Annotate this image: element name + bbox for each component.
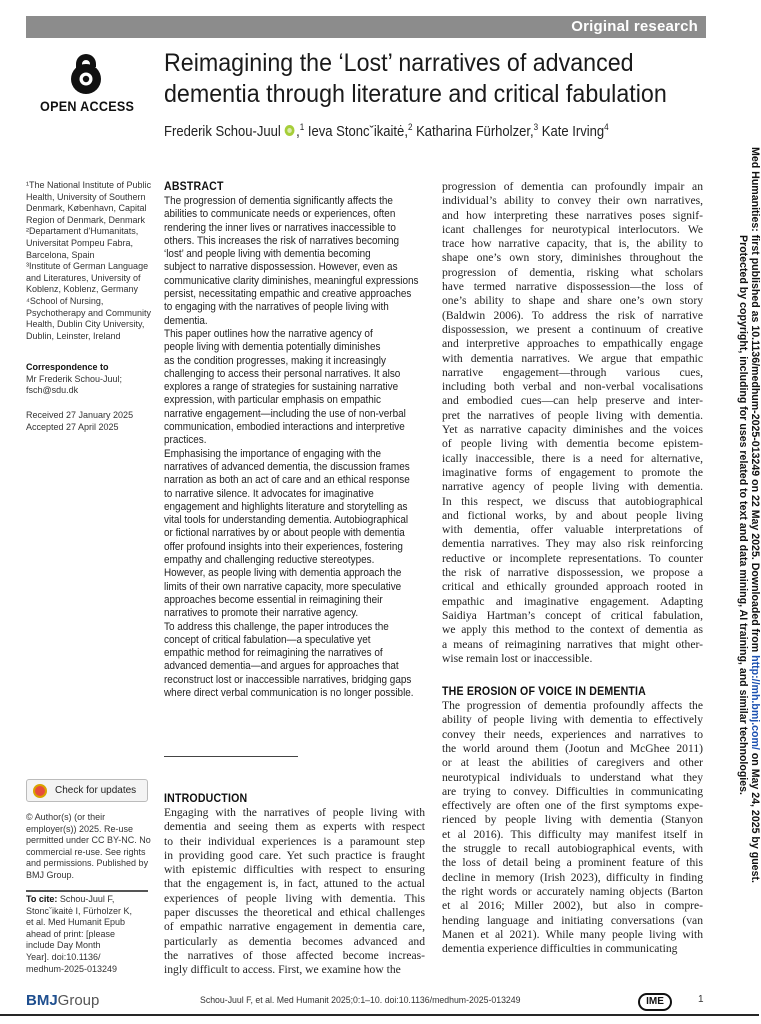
- bmj-logo: [26, 992, 99, 1009]
- cite-line: Schou-Juul F,: [57, 894, 115, 904]
- crossmark-icon: [33, 784, 47, 798]
- correspondence-heading: Correspondence to: [26, 362, 109, 372]
- body-line: rienced by people living with dementia (Stanyon: [442, 813, 703, 827]
- footer-citation: Schou-Juul F, et al. Med Humanit 2025;0:1–10. doi:10.1136/medhum-2025-013249: [200, 995, 521, 1006]
- correspondence: [26, 362, 122, 397]
- body-line: the narratives of those affected become increas-: [164, 948, 425, 962]
- body-line: including both verbal and non-verbal vocalisations: [442, 380, 703, 394]
- copyright-line: © Author(s) (or their: [26, 812, 106, 822]
- download-notice-text: on May 24, 2025 by guest.: [749, 749, 761, 883]
- body-line: ically inaccessible, there is a need for alternative,: [442, 451, 703, 465]
- body-line: and embodied cues—can help preserve and inter-: [442, 394, 703, 408]
- body-line: shape one’s own story, diminishes throughout the: [442, 251, 703, 265]
- abstract-line: where direct verbal communication is no longer possible.: [164, 686, 414, 699]
- affiliation-line: Health, Dublin City University,: [26, 319, 145, 330]
- body-line: Manen et al 2021). While many people living with: [442, 927, 703, 941]
- open-access-icon: [62, 50, 110, 98]
- correspondence-name: Mr Frederik Schou-Juul;: [26, 373, 123, 384]
- abstract-line: expression, with particular emphasis on empathic: [164, 394, 381, 407]
- body-line: individual’s ability to convey their own narratives,: [442, 194, 703, 208]
- abstract-line: empathy and challenging reductive stereotypes.: [164, 554, 375, 567]
- body-line: empathic and imaginative engagement. Adapting: [442, 594, 703, 608]
- author-name[interactable]: Kate Irving: [541, 124, 605, 140]
- author-name[interactable]: Katharina Fürholzer: [416, 124, 530, 140]
- cite-line: et al. Med Humanit Epub: [26, 917, 126, 928]
- body-line: Engaging with the narratives of people living with: [164, 806, 425, 819]
- body-line: have termed narrative dispossession—the loss of: [442, 280, 703, 294]
- ime-badge: IME: [638, 993, 672, 1011]
- affiliation-line: Psychotherapy and Community: [26, 307, 152, 318]
- body-line: In this respect, we discuss that autobiographical: [442, 494, 703, 508]
- abstract-line: abilities to communicate needs or experiences, often: [164, 208, 396, 221]
- body-line: that the engagement is, in fact, attuned to the actual: [164, 877, 425, 891]
- body-line: the world around them (Jootun and McGhee 2011): [442, 741, 703, 755]
- affiliation-line: Denmark, København, Capital: [26, 203, 147, 214]
- abstract-line: narration as both an act of care and an ethical response: [164, 474, 410, 487]
- correspondence-email[interactable]: fsch@sdu.dk: [26, 385, 79, 396]
- page-number: 1: [698, 994, 704, 1005]
- abstract-line: empathic method for reimagining the narratives of: [164, 647, 383, 660]
- affiliations: [26, 180, 151, 342]
- copyright-line: permitted under CC BY-NC. No: [26, 835, 151, 846]
- cite-line: Year]. doi:10.1136/: [26, 951, 101, 962]
- body-line: of people living with dementia become epistem-: [442, 437, 703, 451]
- body-line: ability of people living with dementia to effectively: [442, 713, 703, 727]
- abstract-line: offer profound insights into their experiences, fostering: [164, 540, 403, 553]
- article-dates: [26, 410, 133, 433]
- affiliation-line: Koblenz, Koblenz, Germany: [26, 284, 139, 295]
- body-line: paper discusses the theoretical and ethical challenges: [164, 906, 425, 920]
- download-notice-text: Med Humanities: first published as 10.1136/medhum-2025-013249 on 22 May 2025. Downloaded from: [749, 147, 761, 656]
- copyright-line: commercial re-use. See rights: [26, 846, 146, 857]
- body-line: neurotypical individuals to understand what they: [442, 770, 703, 784]
- body-line: narrative agency of people living with dementia.: [442, 480, 703, 494]
- affiliation-line: Health, University of Southern: [26, 191, 146, 202]
- abstract-line: practices.: [164, 434, 207, 447]
- cite-line: medhum-2025-013249: [26, 963, 118, 974]
- abstract-line: or fictional narratives by or about people with dementia: [164, 527, 405, 540]
- abstract-line: communicative clarity diminishes, meaningful expressions: [164, 274, 419, 287]
- abstract-line: ‘lost’ and people living with dementia becoming: [164, 248, 371, 261]
- abstract-line: narratives to promote their narrative agency.: [164, 607, 359, 620]
- citation-text: [26, 894, 132, 975]
- abstract-line: vital tools for understanding dementia. Autobiographical: [164, 514, 409, 527]
- body-line: with epistemic difficulties with respect to ensuring: [164, 863, 425, 877]
- body-line: Saidiya Hartman’s concept of critical fabulation,: [442, 608, 703, 622]
- abstract-line: to narrative silence. It advocates for imaginative: [164, 487, 374, 500]
- copyright-line: and permissions. Published by: [26, 858, 149, 869]
- body-line: reductive or incomplete representations. To counter: [442, 551, 703, 565]
- section-banner: [26, 16, 706, 38]
- body-line: et al 2016). This difficulty may manifest itself in: [442, 827, 703, 841]
- body-line: hending language and initiating conversations (van: [442, 913, 703, 927]
- body-line: experiences of people living with dementia. This: [164, 891, 425, 905]
- author-name[interactable]: Frederik Schou-Juul: [164, 124, 281, 140]
- body-line: Yet as narrative capacity diminishes and the voices: [442, 423, 703, 437]
- author-affiliation-mark: 3: [533, 122, 539, 132]
- body-line: the struggle to recall autobiographical events, with: [442, 842, 703, 856]
- affiliation-line: ⁴School of Nursing,: [26, 295, 104, 306]
- body-line: or at least the abilities of caregivers and other: [442, 756, 703, 770]
- affiliation-line: ²Departament d'Humanitats,: [26, 226, 139, 237]
- abstract-line: rendering the inner lives or narratives inaccessible to: [164, 221, 396, 234]
- title-line: dementia through literature and critical fabulation: [164, 80, 667, 108]
- body-line: narrative engagement—through various cues,: [442, 365, 703, 379]
- abstract-line: dementia.: [164, 314, 208, 327]
- cite-line: include Day Month: [26, 940, 101, 951]
- open-access-label: OPEN ACCESS: [40, 98, 135, 114]
- body-line: and fictional works, by and about people living: [442, 508, 703, 522]
- body-line: and how interpreting these narratives poses signif-: [442, 208, 703, 222]
- abstract-line: concept of critical fabulation—a speculative yet: [164, 633, 371, 646]
- accepted-date: Accepted 27 April 2025: [26, 421, 119, 432]
- affiliation-line: Universitat Pompeu Fabra,: [26, 237, 134, 248]
- introduction-section: [164, 793, 425, 978]
- body-line: progression of dementia can profoundly impair an: [442, 180, 703, 193]
- bmj-group-label: Group: [57, 992, 100, 1009]
- affiliation-line: ¹The National Institute of Public: [26, 180, 152, 190]
- footer-rule: [0, 1014, 759, 1016]
- body-line: convey their needs, experiences and narratives to: [442, 727, 703, 741]
- section-label: Original research: [571, 18, 698, 35]
- body-line: in providing good care. Yet such practice is fraught: [164, 848, 425, 862]
- body-line: trace how narrative capacity, that is, the ability to: [442, 237, 703, 251]
- abstract-line: explores a range of strategies for sustaining narrative: [164, 381, 399, 394]
- body-line: pret the narratives of people living with dementia.: [442, 408, 703, 422]
- body-line: are trying to convey. Difficulties in communicating: [442, 784, 703, 798]
- cite-heading: To cite:: [26, 894, 58, 904]
- cite-line: Stoncˇikaitė I, Fürholzer K,: [26, 905, 133, 916]
- abstract-line: communication, embodied interactions and interpretive: [164, 421, 405, 434]
- abstract-line: This paper outlines how the narrative agency of: [164, 327, 373, 340]
- abstract-line: as the condition progresses, making it increasingly: [164, 354, 386, 367]
- abstract-line: people living with dementia potentially diminishes: [164, 341, 381, 354]
- affiliation-line: Barcelona, Spain: [26, 249, 95, 260]
- abstract-heading: ABSTRACT: [164, 181, 224, 193]
- erosion-heading: THE EROSION OF VOICE IN DEMENTIA: [442, 686, 646, 699]
- affiliation-line: Dublin, Leinster, Ireland: [26, 330, 121, 341]
- abstract-line: However, as people living with dementia approach the: [164, 567, 402, 580]
- body-line: critical and ethically grounded approach rooted in: [442, 580, 703, 594]
- body-line: The progression of dementia profoundly affects the: [442, 699, 703, 713]
- author-name[interactable]: Ieva Stoncˇikaitė: [307, 124, 405, 140]
- abstract-line: subject to narrative dispossession. However, even as: [164, 261, 398, 274]
- body-line: ingly difficult to access. First, we examine how the: [164, 963, 401, 977]
- abstract-line: To address this challenge, the paper introduces the: [164, 620, 389, 633]
- check-for-updates-label: Check for updates: [55, 785, 137, 796]
- section-divider: [164, 756, 298, 757]
- abstract-line: reconstruct lost or inaccessible narratives, bridging gaps: [164, 673, 412, 686]
- abstract-line: approaches become essential in reimagining their: [164, 593, 383, 606]
- copyright-notice: [26, 812, 151, 882]
- orcid-icon[interactable]: [284, 125, 294, 136]
- received-date: Received 27 January 2025: [26, 410, 134, 420]
- abstract-section: [164, 181, 429, 700]
- affiliation-line: Region of Denmark, Denmark: [26, 214, 146, 225]
- abstract-line: Emphasising the importance of engaging with the: [164, 447, 382, 460]
- copyright-line: BMJ Group.: [26, 869, 75, 880]
- body-line: with dementia, offer valuable interpretations of: [442, 523, 703, 537]
- body-line: to their individual experiences is a paramount step: [164, 834, 425, 848]
- body-line: we apply this method to the context of dementia as: [442, 623, 703, 637]
- bmj-wordmark: BMJ: [26, 992, 58, 1009]
- abstract-line: to engaging with the narratives of people living with: [164, 301, 389, 314]
- author-affiliation-mark: 4: [604, 122, 609, 132]
- body-line: the risk of narrative dispossession, we propose a: [442, 566, 703, 580]
- cite-line: ahead of print: [please: [26, 928, 116, 939]
- body-line: dementia and seeing them as experts with respect: [164, 820, 425, 834]
- copyright-line: employer(s)) 2025. Re-use: [26, 823, 134, 834]
- body-line: dementia narratives. They may also risk reinforcing: [442, 537, 703, 551]
- abstract-line: limits of their own narrative capacity, more speculative: [164, 580, 402, 593]
- copyright-protection-text: Protected by copyright, including for uses related to text and data mining, AI training, and similar technologies.: [737, 235, 749, 795]
- body-line: dispossession, we present a continuum of creative: [442, 322, 703, 336]
- author-affiliation-mark: 1: [299, 122, 305, 132]
- abstract-line: The progression of dementia significantly affects the: [164, 195, 393, 207]
- body-line: effectively are often one of the first symptoms expe-: [442, 799, 703, 813]
- body-line: et al 2016; Miller 2002), but also in compre-: [442, 899, 703, 913]
- journal-link[interactable]: http://mh.bmj.com/: [749, 655, 761, 750]
- introduction-heading: INTRODUCTION: [164, 793, 248, 805]
- abstract-line: advanced dementia—and argues for approaches that: [164, 660, 399, 673]
- article-title: [164, 48, 666, 110]
- body-line: with dementia narratives. We argue that empathic: [442, 351, 703, 365]
- check-for-updates-button[interactable]: [26, 779, 148, 802]
- body-line: wise remain lost or inaccessible.: [442, 651, 593, 665]
- author-affiliation-mark: 2: [407, 122, 413, 132]
- abstract-line: narrative engagement—including the use of non-verbal: [164, 407, 406, 420]
- download-notice: [737, 100, 761, 930]
- body-line: and interpretive approaches to empathically engage: [442, 337, 703, 351]
- body-line: decline in memory (Irish 2023), difficulty in finding: [442, 870, 703, 884]
- body-line: imaginative forms of engagement to promote the: [442, 465, 703, 479]
- body-line: particularly as dementia becomes advanced and: [164, 934, 425, 948]
- body-line: of empathic narrative engagement in dementia care,: [164, 920, 425, 934]
- body-line: the loss of detail being a prominent feature of this: [442, 856, 703, 870]
- body-line: dementia experience difficulties in communicating: [442, 942, 678, 956]
- affiliation-line: ³Institute of German Language: [26, 261, 149, 272]
- author-list: Frederik Schou-Juul ,$^1$ Ieva Stoncˇikaitė,$^2$ Katharina Fürholzer,$^3$ Kate Irving$^4$: [164, 122, 609, 140]
- abstract-line: persist, necessitating empathic and creative approaches: [164, 288, 412, 301]
- body-line: progression of dementia, risking what scholars: [442, 265, 703, 279]
- body-line: (Baldwin 2006). To address the risk of narrative: [442, 308, 703, 322]
- body-line: icant challenges for neurotypical interlocutors. We: [442, 222, 703, 236]
- abstract-line: challenging to access their personal narratives. It also: [164, 367, 401, 380]
- affiliation-line: and Literatures, University of: [26, 272, 141, 283]
- right-column: [442, 180, 703, 956]
- body-line: the right words or accurately naming objects (Barton: [442, 884, 703, 898]
- body-line: a means of reimagining narratives that might other-: [442, 637, 703, 651]
- title-line: Reimagining the ‘Lost’ narratives of advanced: [164, 49, 634, 77]
- abstract-line: engagement and highlights literature and storytelling as: [164, 500, 408, 513]
- body-line: one’s ability to shape and share one’s own story: [442, 294, 703, 308]
- abstract-line: others. This increases the risk of narratives becoming: [164, 234, 400, 247]
- abstract-line: narratives of advanced dementia, the discussion frames: [164, 460, 410, 473]
